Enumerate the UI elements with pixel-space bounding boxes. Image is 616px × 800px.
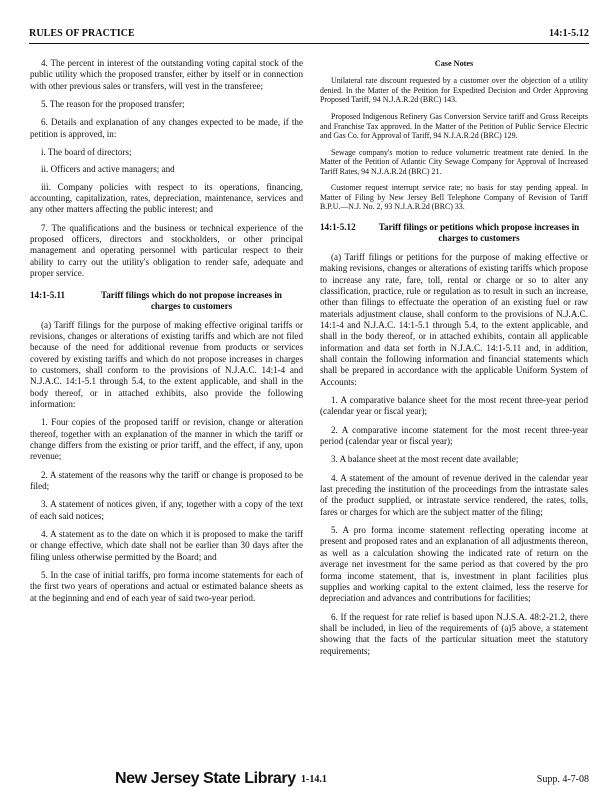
case-note: Unilateral rate discount requested by a customer over the objection of a utility denied. In the Matter of the Petition for Expedited Decision and Order Approving Proposed Tariff, 94 N.J.A.R.2d (BRC) 143. xyxy=(320,76,588,105)
page-footer xyxy=(29,770,589,794)
running-header xyxy=(29,28,589,39)
list-item: 2. A statement of the reasons why the tariff or change is proposed to be filed; xyxy=(30,469,303,491)
section-number: 14:1-5.12 xyxy=(320,221,356,232)
library-watermark: New Jersey State Library xyxy=(115,770,296,787)
paragraph-item-6: 6. Details and explanation of any changes expected to be made, if the petition is approved, in: xyxy=(30,117,303,139)
section-title: Tariff filings which do not propose increases in charges to customers xyxy=(101,289,282,311)
list-item: 5. A pro forma income statement reflecting operating income at present and proposed rates and an explanation of all adjustments thereon, as well as a calculation showing the indicated rate of return on the average net investment for the same period as that covered by the pro forma income statement, that is, investment in plant facilities plus supplies and working capital to the extent claimed, less the reserve for depreciation and advances and contributions for facilities; xyxy=(320,525,588,604)
subitem-i: i. The board of directors; xyxy=(41,147,132,158)
list-item: 1. Four copies of the proposed tariff or revision, change or alteration thereof, together with an explanation of the manner in which the tariff or change differs from the existing or prior tariff, and the effect, if any, upon revenue; xyxy=(30,417,303,462)
case-note: Customer request interrupt service rate; no basis for stay pending appeal. In Matter of Filing by New Jersey Bell Telephone Company of Revision of Tariff B.P.U.—N.J. No. 2, 93 N.J.A.R.2d (BRC) 33. xyxy=(320,183,588,212)
subitem-ii: ii. Officers and active managers; and xyxy=(41,164,175,175)
list-item: 2. A comparative income statement for the most recent three-year period (calendar year or fiscal year); xyxy=(320,424,588,447)
list-item: 4. A statement of the amount of revenue derived in the calendar year last preceding the institution of the proceedings from the intrastate sales of the product supplied, or intrastate service rendered, the rates, tolls, fares or charges for which are the subject matter of the filing; xyxy=(320,472,588,517)
section-heading-5-11 xyxy=(30,290,303,312)
subitem-iii: iii. Company policies with respect to its operations, financing, accounting, capitalization, rates, depreciation, maintenance, services and any other matters affecting the public interest; and xyxy=(30,181,303,215)
section-heading-5-12 xyxy=(320,222,588,244)
page-number: 1-14.1 xyxy=(301,774,327,785)
list-item: 1. A comparative balance sheet for the most recent three-year period (calendar year or fiscal year); xyxy=(320,395,588,417)
list-item: 4. A statement as to the date on which it is proposed to make the tariff or change effective, which date shall not be earlier than 30 days after the filing unless otherwise permitted by the Board; and xyxy=(30,529,303,562)
section-body: (a) Tariff filings for the purpose of making effective original tariffs or revisions, changes or alterations of existing tariffs and which are not filed because of the need for additional revenue from products or services covered by existing tariffs and which do not propose increases in charges to customers, shall conform to the provisions of N.J.A.C. 14:1-4 and N.J.A.C. 14:1-5.1 through 5.4, to the extent applicable, and shall in the body thereof, or in attached exhibits, also provide the following information: xyxy=(30,319,303,409)
list-item: 6. If the request for rate relief is based upon N.J.S.A. 48:2-21.2, there shall be included, in lieu of the requirements of (a)5 above, a statement showing that the facts of the particular situation meet the statutory requirements; xyxy=(320,611,588,656)
case-note: Sewage company's motion to reduce volumetric treatment rate denied. In the Matter of the Petition of Atlantic City Sewage Company for Approval of Increased Tariff Rates, 94 N.J.A.R.2d (BRC) 21. xyxy=(320,147,588,176)
section-body: (a) Tariff filings or petitions for the purpose of making effective or making revisions, changes or alterations of existing tariffs which propose to increase any rate, fare, toll, rental or charge or so to alter any classification, practice, rule or regulation as to result in such an increase, other than filings to effectuate the operation of an existing fuel or raw materials adjustment clause, shall conform to the provisions of N.J.A.C. 14:1-4 and N.J.A.C. 14:1-5.1 through 5.4, to the extent applicable, and shall in the body thereof, or in attached exhibits, contain all applicable information and data set forth in N.J.A.C. 14:1-5.11 and, in addition, shall contain the following information and financial statements which shall be prepared in accordance with the applicable Uniform System of Accounts: xyxy=(320,251,588,387)
list-item: 3. A balance sheet at the most recent date available; xyxy=(331,454,519,465)
left-column xyxy=(30,58,303,611)
header-title: RULES OF PRACTICE xyxy=(29,28,135,39)
paragraph-item-5: 5. The reason for the proposed transfer; xyxy=(41,99,185,110)
case-note: Proposed Indigenous Refinery Gas Conversion Service tariff and Gross Receipts and Franchise Tax approved. In the Matter of the Petition of Public Service Electric and Gas Co. for Approval of Tariff, 94 N.J.A.R.2d (BRC) 129. xyxy=(320,111,588,141)
header-section-number: 14:1-5.12 xyxy=(548,28,589,39)
supplement-date: Supp. 4-7-08 xyxy=(536,774,589,785)
list-item: 5. In the case of initial tariffs, pro forma income statements for each of the first two years of operations and actual or estimated balance sheets as at the beginning and end of each year of said two-year period. xyxy=(30,570,303,603)
header-rule xyxy=(29,43,589,44)
list-item: 3. A statement of notices given, if any, together with a copy of the text of each said notices; xyxy=(30,499,303,521)
paragraph-item-7: 7. The qualifications and the business or technical experience of the proposed officers, directors and stockholders, or other principal management and operating personnel with particular respect to their ability to carry out the utility's obligation to render safe, adequate and proper service. xyxy=(30,222,303,279)
section-number: 14:1-5.11 xyxy=(30,289,66,300)
case-notes-title: Case Notes xyxy=(434,59,474,68)
paragraph-item-4: 4. The percent in interest of the outstanding voting capital stock of the public utility which the proposed transfer, either by itself or in connection with other previous sales or transfers, will vest in the transferee; xyxy=(30,58,303,91)
right-column xyxy=(320,58,588,664)
section-title: Tariff filings or petitions which propose increases in charges to customers xyxy=(378,221,580,243)
